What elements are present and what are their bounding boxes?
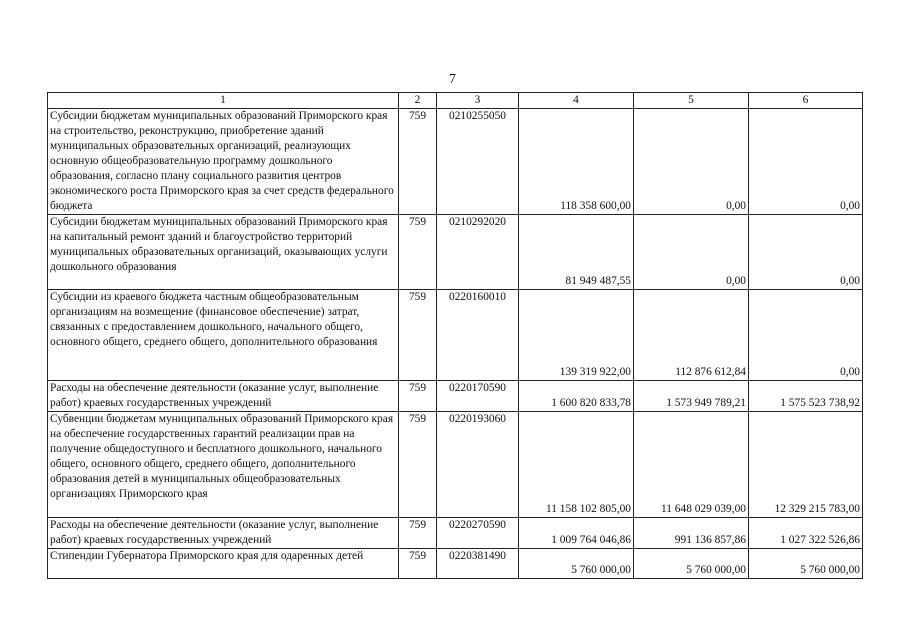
row-grbs-code: 759 <box>399 381 437 412</box>
row-value-col4: 5 760 000,00 <box>519 549 634 579</box>
row-name: Субсидии бюджетам муниципальных образований Приморского края на капитальный ремонт зданий и благоустройство территорий муниципальных образовательных организаций, оказывающих услуги дошкольного образования <box>48 215 399 290</box>
row-csr-code: 0210255050 <box>437 109 519 215</box>
row-value-col4: 81 949 487,55 <box>519 215 634 290</box>
row-grbs-code: 759 <box>399 109 437 215</box>
row-name: Расходы на обеспечение деятельности (оказание услуг, выполнение работ) краевых государственных учреждений <box>48 381 399 412</box>
row-value-col6: 0,00 <box>749 290 863 381</box>
row-value-col5: 1 573 949 789,21 <box>634 381 749 412</box>
table-row <box>48 215 863 290</box>
row-name: Субсидии бюджетам муниципальных образований Приморского края на строительство, реконструкцию, приобретение зданий муниципальных образовательных организаций, реализующих основную общеобразовательную программу дошкольного образования, согласно плану социального развития центров экономического роста Приморского края за счет средств федерального бюджета <box>48 109 399 215</box>
row-value-col4: 118 358 600,00 <box>519 109 634 215</box>
row-name: Субсидии из краевого бюджета частным общеобразовательным организациям на возмещение (финансовое обеспечение) затрат, связанных с предоставлением дошкольного, начального общего, основного общего, среднего общего, дополнительного образования <box>48 290 399 381</box>
header-col-6: 6 <box>749 93 863 109</box>
row-value-col5: 11 648 029 039,00 <box>634 412 749 518</box>
row-value-col6: 1 027 322 526,86 <box>749 518 863 549</box>
budget-table <box>47 92 863 579</box>
row-value-col4: 139 319 922,00 <box>519 290 634 381</box>
row-value-col5: 5 760 000,00 <box>634 549 749 579</box>
row-csr-code: 0220381490 <box>437 549 519 579</box>
row-value-col4: 1 009 764 046,86 <box>519 518 634 549</box>
table-row <box>48 109 863 215</box>
row-csr-code: 0220193060 <box>437 412 519 518</box>
table-row <box>48 290 863 381</box>
row-value-col6: 5 760 000,00 <box>749 549 863 579</box>
table-row <box>48 518 863 549</box>
table-row <box>48 381 863 412</box>
header-col-5: 5 <box>634 93 749 109</box>
header-col-3: 3 <box>437 93 519 109</box>
row-value-col6: 1 575 523 738,92 <box>749 381 863 412</box>
row-value-col6: 12 329 215 783,00 <box>749 412 863 518</box>
table-row <box>48 412 863 518</box>
row-name: Субвенции бюджетам муниципальных образований Приморского края на обеспечение государственных гарантий реализации прав на получение общедоступного и бесплатного дошкольного, начального общего, основного общего, среднего общего, дополнительного образования детей в муниципальных общеобразовательных организациях Приморского края <box>48 412 399 518</box>
row-value-col5: 0,00 <box>634 109 749 215</box>
row-grbs-code: 759 <box>399 290 437 381</box>
row-value-col6: 0,00 <box>749 109 863 215</box>
row-value-col5: 112 876 612,84 <box>634 290 749 381</box>
page-number: 7 <box>449 72 456 87</box>
header-col-1: 1 <box>48 93 399 109</box>
header-col-4: 4 <box>519 93 634 109</box>
table-row <box>48 549 863 579</box>
row-grbs-code: 759 <box>399 215 437 290</box>
header-col-2: 2 <box>399 93 437 109</box>
row-csr-code: 0220270590 <box>437 518 519 549</box>
row-value-col5: 991 136 857,86 <box>634 518 749 549</box>
row-csr-code: 0220160010 <box>437 290 519 381</box>
row-name: Стипендии Губернатора Приморского края для одаренных детей <box>48 549 399 579</box>
row-value-col5: 0,00 <box>634 215 749 290</box>
row-value-col6: 0,00 <box>749 215 863 290</box>
row-value-col4: 11 158 102 805,00 <box>519 412 634 518</box>
row-grbs-code: 759 <box>399 549 437 579</box>
table-header-row <box>48 93 863 109</box>
row-csr-code: 0220170590 <box>437 381 519 412</box>
row-csr-code: 0210292020 <box>437 215 519 290</box>
row-grbs-code: 759 <box>399 412 437 518</box>
row-value-col4: 1 600 820 833,78 <box>519 381 634 412</box>
row-grbs-code: 759 <box>399 518 437 549</box>
row-name: Расходы на обеспечение деятельности (оказание услуг, выполнение работ) краевых государственных учреждений <box>48 518 399 549</box>
